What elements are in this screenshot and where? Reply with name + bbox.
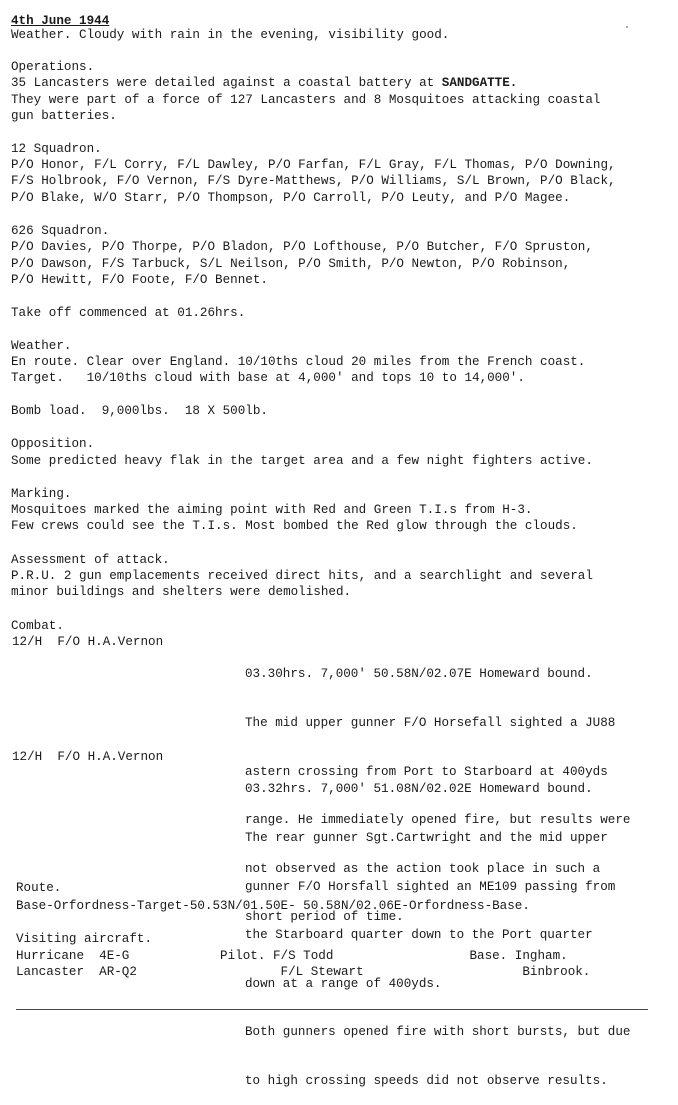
squadron-626-heading: 626 Squadron. [11, 224, 110, 238]
operations-line [11, 75, 517, 91]
assessment-text: P.R.U. 2 gun emplacements received direct hits, and a searchlight and several [11, 569, 593, 583]
weather-target: Target. 10/10ths cloud with base at 4,000' and tops 10 to 14,000'. [11, 371, 525, 385]
combat-report-line: The mid upper gunner F/O Horsefall sighted a JU88 [245, 716, 616, 731]
combat-report-line: down at a range of 400yds. [245, 976, 442, 991]
visiting-row: Lancaster AR-Q2 F/L Stewart Binbrook. [16, 965, 591, 979]
operations-text: 35 Lancasters were detailed against a coastal battery at [11, 76, 442, 90]
combat-report-line: range. He immediately opened fire, but results were [245, 813, 631, 828]
opposition-text: Some predicted heavy flak in the target area and a few night fighters active. [11, 454, 593, 468]
combat-report-line: to high crossing speeds did not observe results. [245, 1074, 608, 1089]
combat-report-line: 03.32hrs. 7,000' 51.08N/02.02E Homeward bound. [245, 782, 593, 797]
route-heading: Route. [16, 881, 62, 895]
squadron-12-crew: P/O Blake, W/O Starr, P/O Thompson, P/O Carroll, P/O Leuty, and P/O Magee. [11, 191, 571, 205]
target-name: SANDGATTE. [441, 76, 518, 90]
scan-speck [626, 26, 628, 28]
date-heading: 4th June 1944 [11, 14, 110, 28]
squadron-12-heading: 12 Squadron. [11, 142, 102, 156]
weather-heading: Weather. [11, 339, 72, 353]
combat-heading: Combat. [11, 619, 64, 633]
assessment-text: minor buildings and shelters were demolished. [11, 585, 352, 599]
squadron-626-crew: P/O Hewitt, F/O Foote, F/O Bennet. [11, 273, 268, 287]
marking-text: Mosquitoes marked the aiming point with Red and Green T.I.s from H-3. [11, 503, 533, 517]
squadron-12-crew: F/S Holbrook, F/O Vernon, F/S Dyre-Matthews, P/O Williams, S/L Brown, P/O Black, [11, 174, 616, 188]
visiting-heading: Visiting aircraft. [16, 932, 153, 946]
operations-line: They were part of a force of 127 Lancasters and 8 Mosquitoes attacking coastal [11, 93, 601, 107]
weather-en-route: En route. Clear over England. 10/10ths cloud 20 miles from the French coast. [11, 355, 586, 369]
combat-report-line: short period of time. [245, 910, 404, 925]
combat-report-line: Both gunners opened fire with short bursts, but due [245, 1025, 631, 1040]
route-text: Base-Orfordness-Target-50.53N/01.50E- 50.58N/02.06E-Orfordness-Base. [16, 899, 530, 913]
squadron-626-crew: P/O Davies, P/O Thorpe, P/O Bladon, P/O Lofthouse, P/O Butcher, F/O Spruston, [11, 240, 593, 254]
combat-report-line: gunner F/O Horsfall sighted an ME109 passing from [245, 879, 616, 894]
combat-crew: 12/H F/O H.A.Vernon [12, 750, 164, 764]
opposition-heading: Opposition. [11, 437, 95, 451]
takeoff-time: Take off commenced at 01.26hrs. [11, 306, 246, 320]
combat-report-line: astern crossing from Port to Starboard at 400yds [245, 764, 608, 779]
combat-report-line: the Starboard quarter down to the Port quarter [245, 928, 593, 943]
page-bottom-rule [16, 1009, 648, 1010]
squadron-12-crew: P/O Honor, F/L Corry, F/L Dawley, P/O Farfan, F/L Gray, F/L Thomas, P/O Downing, [11, 158, 616, 172]
combat-report-line: 03.30hrs. 7,000' 50.58N/02.07E Homeward bound. [245, 667, 593, 682]
marking-text: Few crews could see the T.I.s. Most bombed the Red glow through the clouds. [11, 519, 578, 533]
assessment-heading: Assessment of attack. [11, 553, 170, 567]
combat-report-line: not observed as the action took place in such a [245, 861, 601, 876]
combat-report-line: The rear gunner Sgt.Cartwright and the mid upper [245, 831, 608, 846]
combat-report [245, 749, 630, 1105]
operations-line: gun batteries. [11, 109, 117, 123]
combat-crew: 12/H F/O H.A.Vernon [12, 635, 164, 649]
squadron-626-crew: P/O Dawson, F/S Tarbuck, S/L Neilson, P/O Smith, P/O Newton, P/O Robinson, [11, 257, 571, 271]
operations-heading: Operations. [11, 60, 95, 74]
bomb-load: Bomb load. 9,000lbs. 18 X 500lb. [11, 404, 268, 418]
marking-heading: Marking. [11, 487, 72, 501]
visiting-row: Hurricane 4E-G Pilot. F/S Todd Base. Ingham. [16, 949, 568, 963]
weather-summary: Weather. Cloudy with rain in the evening, visibility good. [11, 28, 450, 42]
